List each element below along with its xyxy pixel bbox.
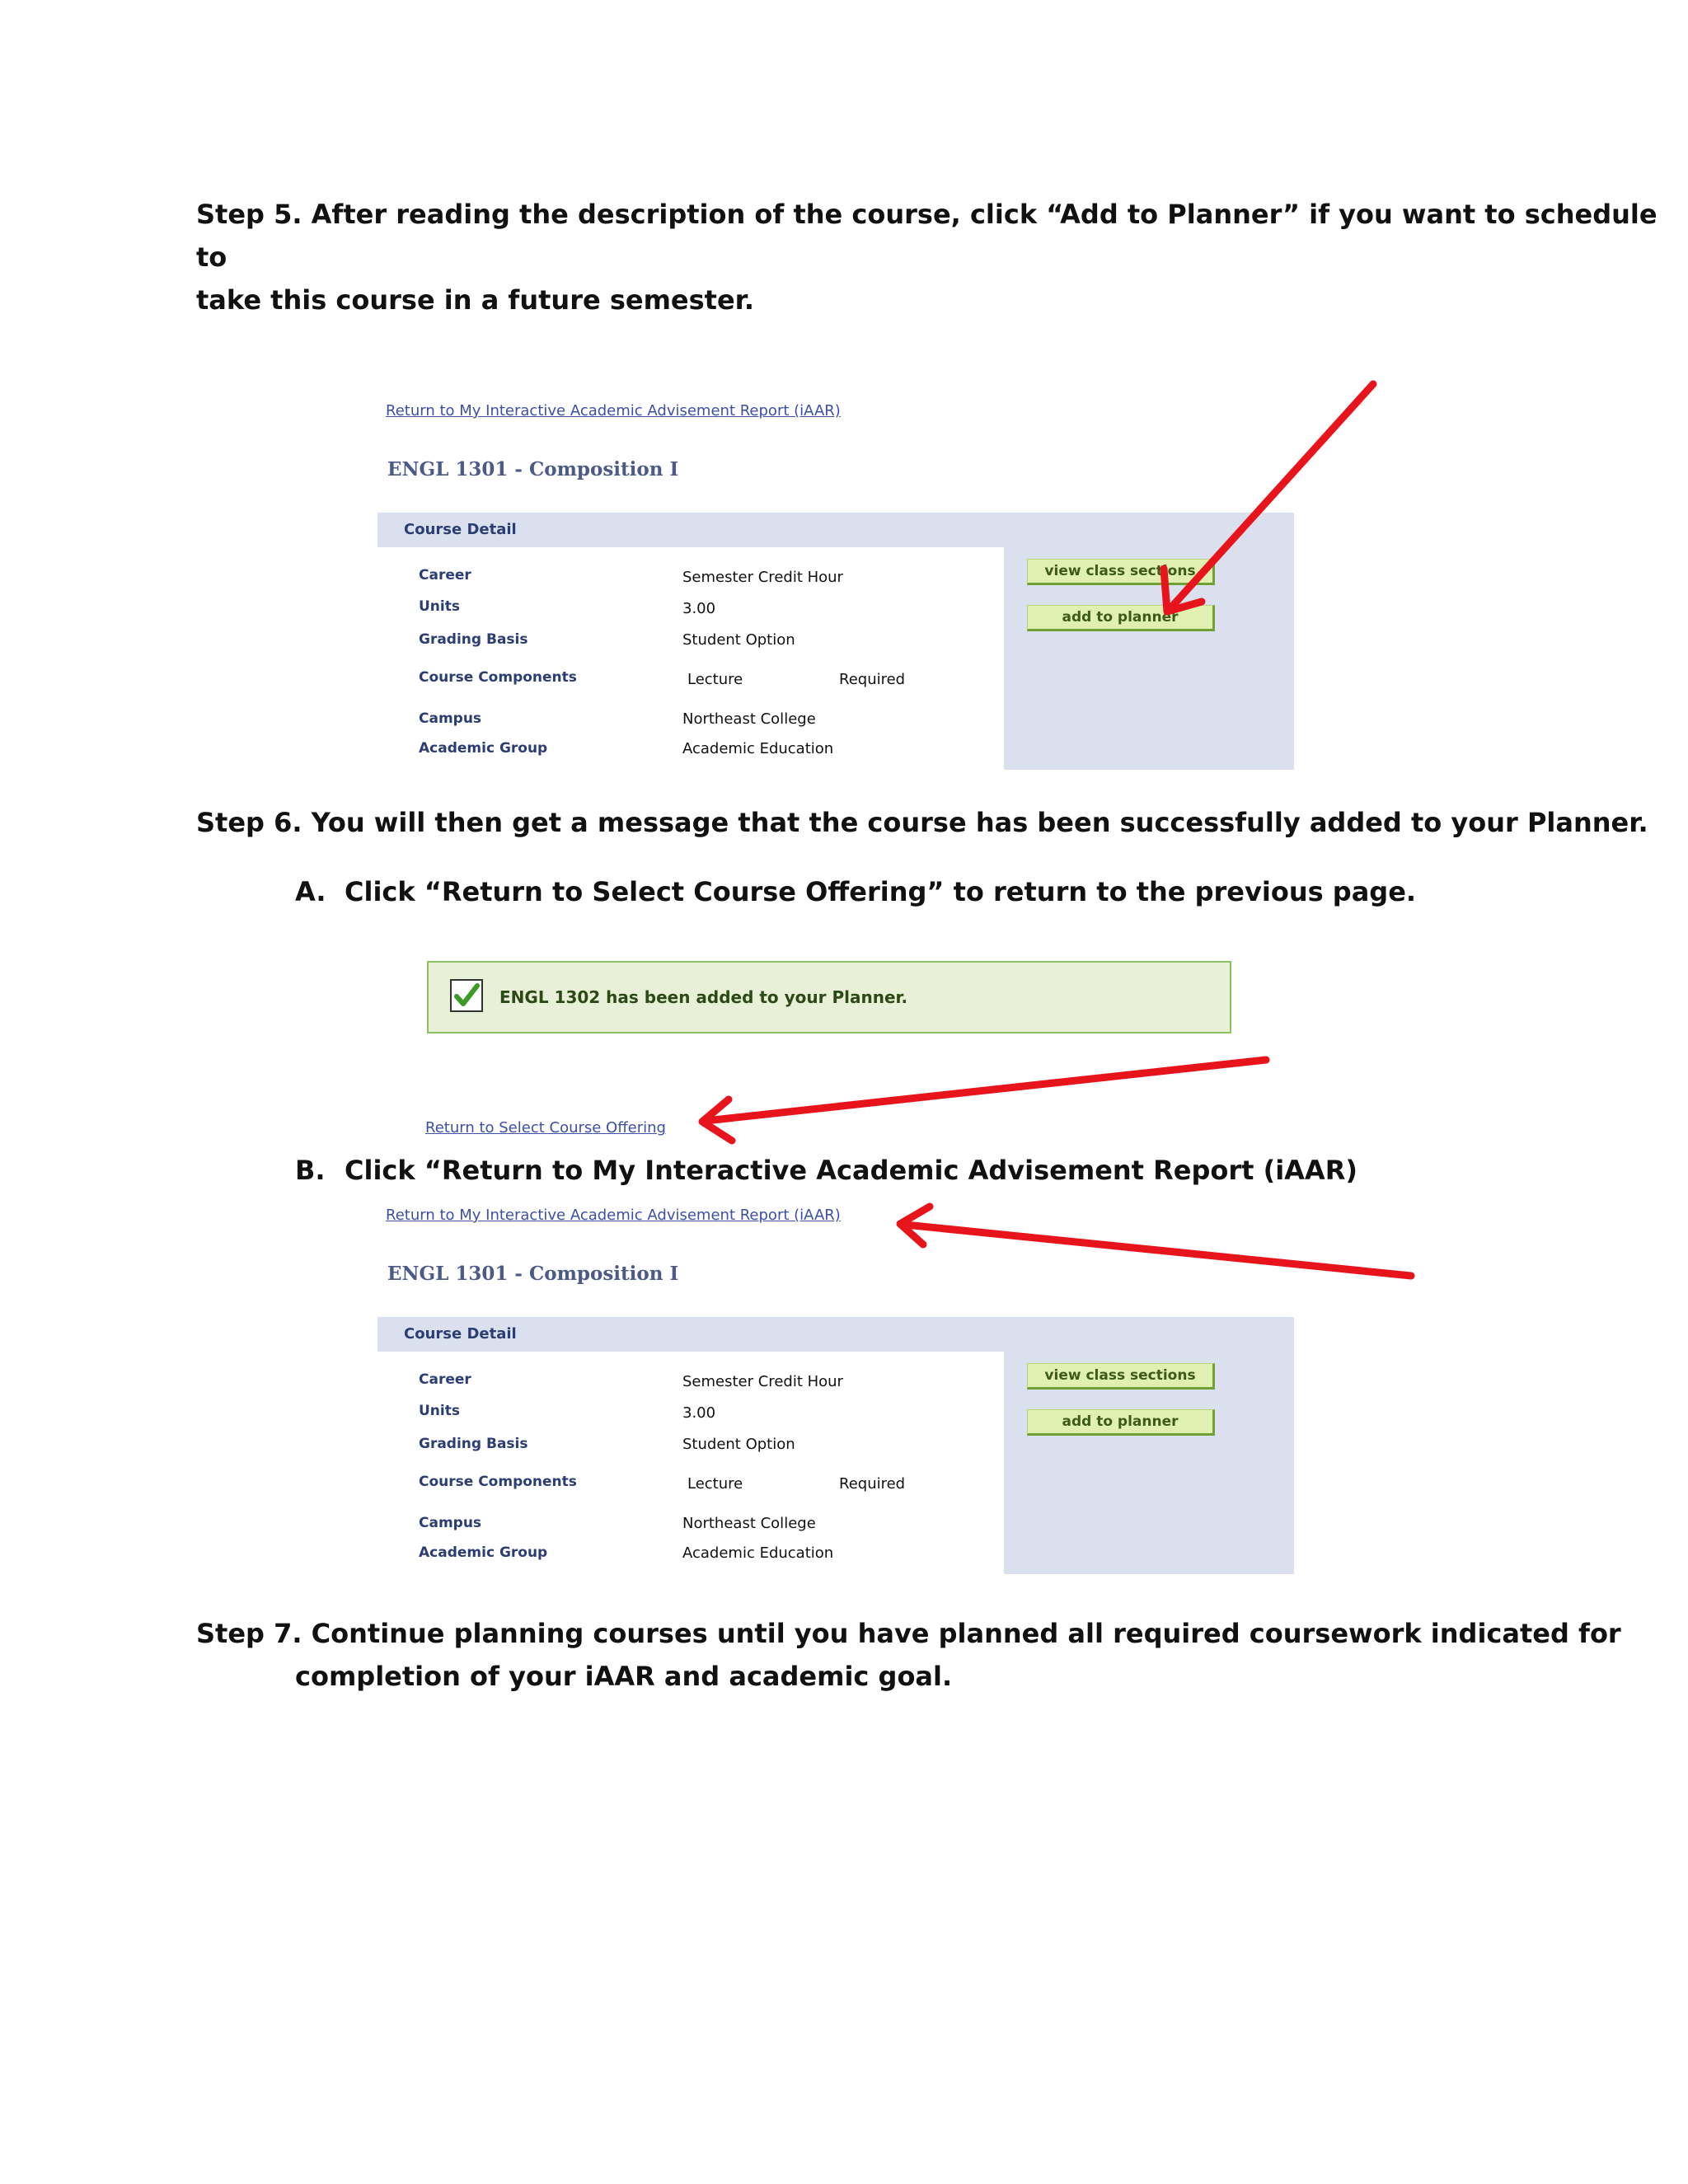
grading-basis-value: Student Option: [682, 1436, 795, 1453]
career-label: Career: [419, 1371, 471, 1388]
view-class-sections-button[interactable]: view class sections: [1027, 1363, 1215, 1390]
campus-value: Northeast College: [682, 710, 816, 728]
course-components-label: Course Components: [419, 1474, 577, 1490]
academic-group-value: Academic Education: [682, 1544, 834, 1562]
grading-basis-value: Student Option: [682, 631, 795, 649]
career-value: Semester Credit Hour: [682, 1373, 843, 1390]
grading-basis-label: Grading Basis: [419, 631, 528, 648]
campus-value: Northeast College: [682, 1515, 816, 1532]
return-to-iaar-link[interactable]: Return to My Interactive Academic Advisement Report (iAAR): [386, 402, 841, 419]
substep-b-text: Click “Return to My Interactive Academic Advisement Report (iAAR): [345, 1155, 1357, 1186]
course-title: ENGL 1301 - Composition I: [387, 1263, 679, 1285]
campus-label: Campus: [419, 1515, 482, 1531]
view-class-sections-button[interactable]: view class sections: [1027, 559, 1215, 585]
units-label: Units: [419, 598, 460, 615]
units-value: 3.00: [682, 600, 716, 617]
substep-a-letter: A.: [295, 876, 326, 907]
step6-instruction: Step 6. You will then get a message that the course has been successfully added to your Planner.: [196, 807, 1648, 838]
units-value: 3.00: [682, 1404, 716, 1422]
course-components-value: Lecture: [687, 1475, 743, 1493]
add-to-planner-button[interactable]: add to planner: [1027, 605, 1215, 631]
course-detail-header: Course Detail: [404, 521, 517, 538]
course-title: ENGL 1301 - Composition I: [387, 458, 679, 480]
campus-label: Campus: [419, 710, 482, 727]
career-label: Career: [419, 567, 471, 583]
units-label: Units: [419, 1403, 460, 1419]
substep-a-text: Click “Return to Select Course Offering” to return to the previous page.: [345, 876, 1417, 907]
academic-group-value: Academic Education: [682, 740, 834, 757]
course-components-extra: Required: [839, 671, 906, 688]
arrow-to-return-select-course-offering: [702, 1060, 1266, 1141]
substep-b-letter: B.: [295, 1155, 326, 1186]
grading-basis-label: Grading Basis: [419, 1436, 528, 1452]
course-components-extra: Required: [839, 1475, 906, 1493]
return-to-select-course-offering-link[interactable]: Return to Select Course Offering: [425, 1119, 666, 1137]
step7-line2: completion of your iAAR and academic goal.: [295, 1661, 953, 1692]
add-to-planner-button[interactable]: add to planner: [1027, 1409, 1215, 1436]
academic-group-label: Academic Group: [419, 740, 548, 757]
course-components-label: Course Components: [419, 669, 577, 686]
academic-group-label: Academic Group: [419, 1544, 548, 1561]
confirmation-message-text: ENGL 1302 has been added to your Planner.: [499, 987, 908, 1007]
course-detail-header: Course Detail: [404, 1325, 517, 1343]
step5-line2: take this course in a future semester.: [196, 284, 755, 316]
step5-line1: Step 5. After reading the description of the course, click “Add to Planner” if you want to schedule to: [196, 199, 1658, 273]
step7-line1: Step 7. Continue planning courses until you have planned all required coursework indicated for: [196, 1618, 1621, 1649]
course-components-value: Lecture: [687, 671, 743, 688]
return-to-iaar-link[interactable]: Return to My Interactive Academic Advisement Report (iAAR): [386, 1207, 841, 1224]
arrow-to-return-iaar: [900, 1207, 1411, 1276]
career-value: Semester Credit Hour: [682, 569, 843, 586]
arrow-to-add-to-planner: [1164, 384, 1373, 612]
